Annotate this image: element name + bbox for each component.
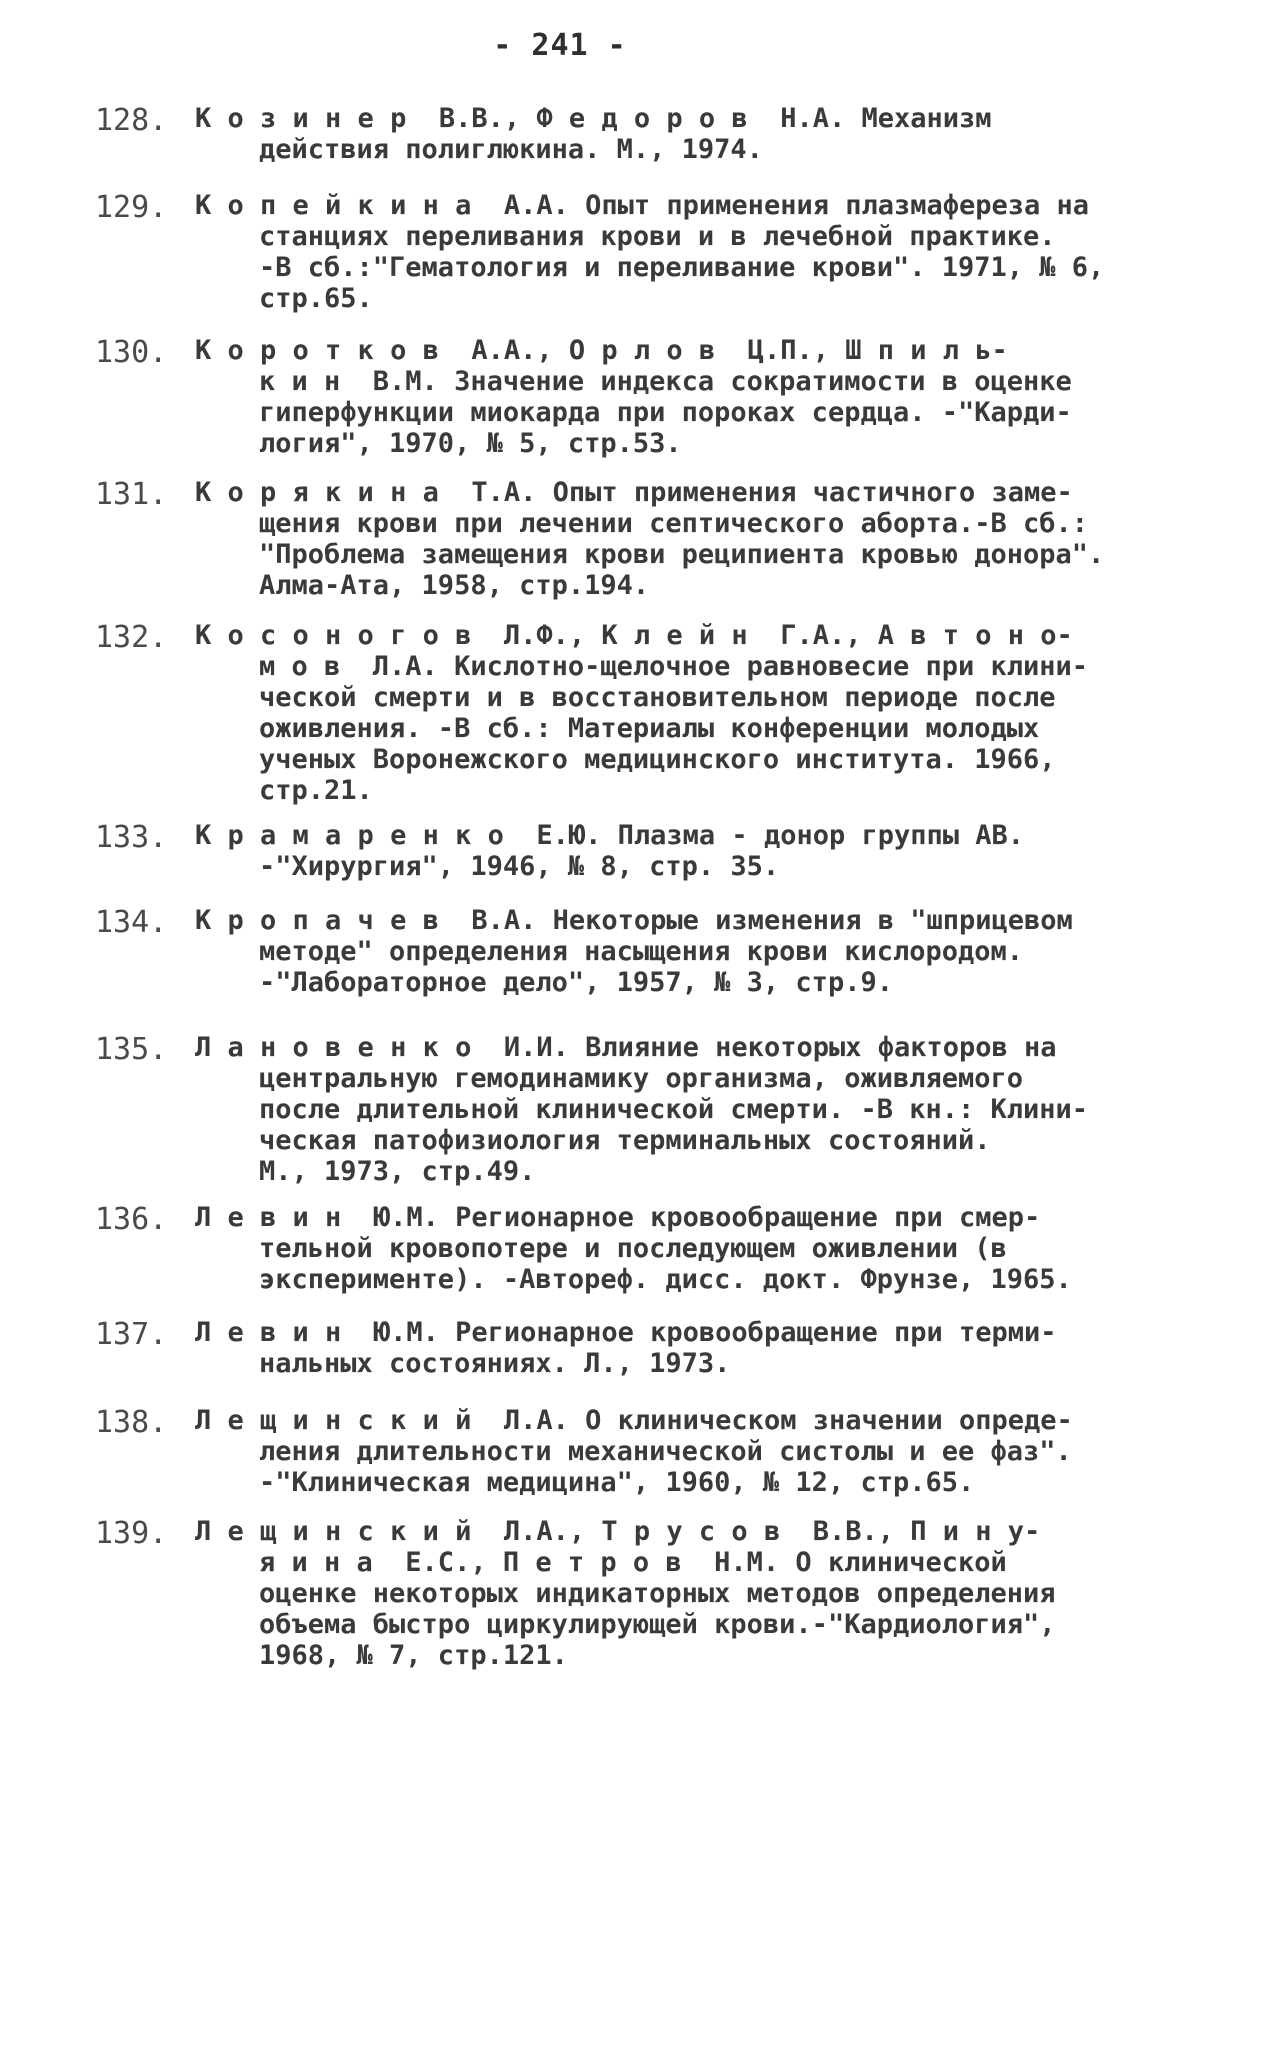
entry-number: 135.: [95, 1032, 168, 1067]
entry-line: гиперфункции миокарда при пороках сердца. -"Карди-: [259, 397, 1072, 428]
entry-number: 134.: [95, 905, 168, 940]
entry-number: 129.: [95, 190, 168, 225]
entry-text: [195, 1516, 1175, 1671]
entry-text: [195, 477, 1175, 601]
entry-text: [195, 103, 1175, 165]
entry-line: К о с о н о г о в Л.Ф., К л е й н Г.А., А в т о н о-: [195, 620, 1073, 651]
entry-line: стр.21.: [259, 775, 373, 806]
entry-line: К р о п а ч е в В.А. Некоторые изменения в "шприцевом: [195, 905, 1073, 936]
entry-line: центральную гемодинамику организма, оживляемого: [259, 1063, 1024, 1094]
entry-line: 1968, № 7, стр.121.: [259, 1640, 568, 1671]
entry-text: [195, 1202, 1175, 1295]
page-number: - 241 -: [493, 28, 627, 63]
entry-line: Л е щ и н с к и й Л.А., Т р у с о в В.В., П и н у-: [195, 1516, 1041, 1547]
entry-line: Л а н о в е н к о И.И. Влияние некоторых факторов на: [195, 1032, 1057, 1063]
entry-number: 137.: [95, 1317, 168, 1352]
entry-line: объема быстро циркулирующей крови.-"Кардиология",: [259, 1609, 1056, 1640]
entry-line: М., 1973, стр.49.: [259, 1156, 536, 1187]
entry-number: 128.: [95, 103, 168, 138]
entry-line: -"Лабораторное дело", 1957, № 3, стр.9.: [259, 967, 893, 998]
entry-line: К о р я к и н а Т.А. Опыт применения частичного заме-: [195, 477, 1073, 508]
entry-line: Л е щ и н с к и й Л.А. О клиническом значении опреде-: [195, 1405, 1073, 1436]
entry-line: щения крови при лечении септического аборта.-В сб.:: [259, 508, 1089, 539]
entry-line: ческой смерти и в восстановительном периоде после: [259, 682, 1056, 713]
entry-number: 131.: [95, 477, 168, 512]
entry-text: [195, 1317, 1175, 1379]
entry-line: -"Хирургия", 1946, № 8, стр. 35.: [259, 851, 780, 882]
entry-line: оценке некоторых индикаторных методов определения: [259, 1578, 1056, 1609]
entry-line: К р а м а р е н к о Е.Ю. Плазма - донор группы АВ.: [195, 820, 1025, 851]
entry-text: [195, 1032, 1175, 1187]
entry-line: м о в Л.А. Кислотно-щелочное равновесие при клини-: [259, 651, 1089, 682]
entry-line: оживления. -В сб.: Материалы конференции молодых: [259, 713, 1040, 744]
entry-number: 138.: [95, 1405, 168, 1440]
entry-text: [195, 820, 1175, 882]
entry-number: 132.: [95, 620, 168, 655]
entry-line: станциях переливания крови и в лечебной практике.: [259, 221, 1056, 252]
entry-number: 133.: [95, 820, 168, 855]
entry-line: К о п е й к и н а А.А. Опыт применения плазмафереза на: [195, 190, 1090, 221]
entry-number: 136.: [95, 1202, 168, 1237]
entry-line: ления длительности механической систолы и ее фаз".: [259, 1436, 1072, 1467]
entry-text: [195, 335, 1175, 459]
entry-line: ческая патофизиология терминальных состояний.: [259, 1125, 991, 1156]
entry-line: действия полиглюкина. М., 1974.: [259, 134, 763, 165]
entry-line: я и н а Е.С., П е т р о в Н.М. О клинической: [259, 1547, 1007, 1578]
entry-number: 139.: [95, 1516, 168, 1551]
entry-line: К о з и н е р В.В., Ф е д о р о в Н.А. Механизм: [195, 103, 992, 134]
entry-number: 130.: [95, 335, 168, 370]
entry-text: [195, 190, 1175, 314]
entry-line: после длительной клинической смерти. -В кн.: Клини-: [259, 1094, 1089, 1125]
entry-line: К о р о т к о в А.А., О р л о в Ц.П., Ш п и л ь-: [195, 335, 1008, 366]
entry-line: Л е в и н Ю.М. Регионарное кровообращение при терми-: [195, 1317, 1057, 1348]
entry-line: к и н В.М. Значение индекса сократимости в оценке: [259, 366, 1072, 397]
entry-text: [195, 1405, 1175, 1498]
entry-text: [195, 620, 1175, 806]
entry-text: [195, 905, 1175, 998]
entry-line: -В сб.:"Гематология и переливание крови". 1971, № 6,: [259, 252, 1105, 283]
entry-line: стр.65.: [259, 283, 373, 314]
entry-line: логия", 1970, № 5, стр.53.: [259, 428, 682, 459]
entry-line: эксперименте). -Автореф. дисс. докт. Фрунзе, 1965.: [259, 1264, 1072, 1295]
entry-line: "Проблема замещения крови реципиента кровью донора".: [259, 539, 1105, 570]
entry-line: Л е в и н Ю.М. Регионарное кровообращение при смер-: [195, 1202, 1041, 1233]
entry-line: Алма-Ата, 1958, стр.194.: [259, 570, 650, 601]
entry-line: -"Клиническая медицина", 1960, № 12, стр.65.: [259, 1467, 975, 1498]
entry-line: методе" определения насыщения крови кислородом.: [259, 936, 1024, 967]
entry-line: ученых Воронежского медицинского института. 1966,: [259, 744, 1056, 775]
entry-line: нальных состояниях. Л., 1973.: [259, 1348, 731, 1379]
entry-line: тельной кровопотере и последующем оживлении (в: [259, 1233, 1007, 1264]
